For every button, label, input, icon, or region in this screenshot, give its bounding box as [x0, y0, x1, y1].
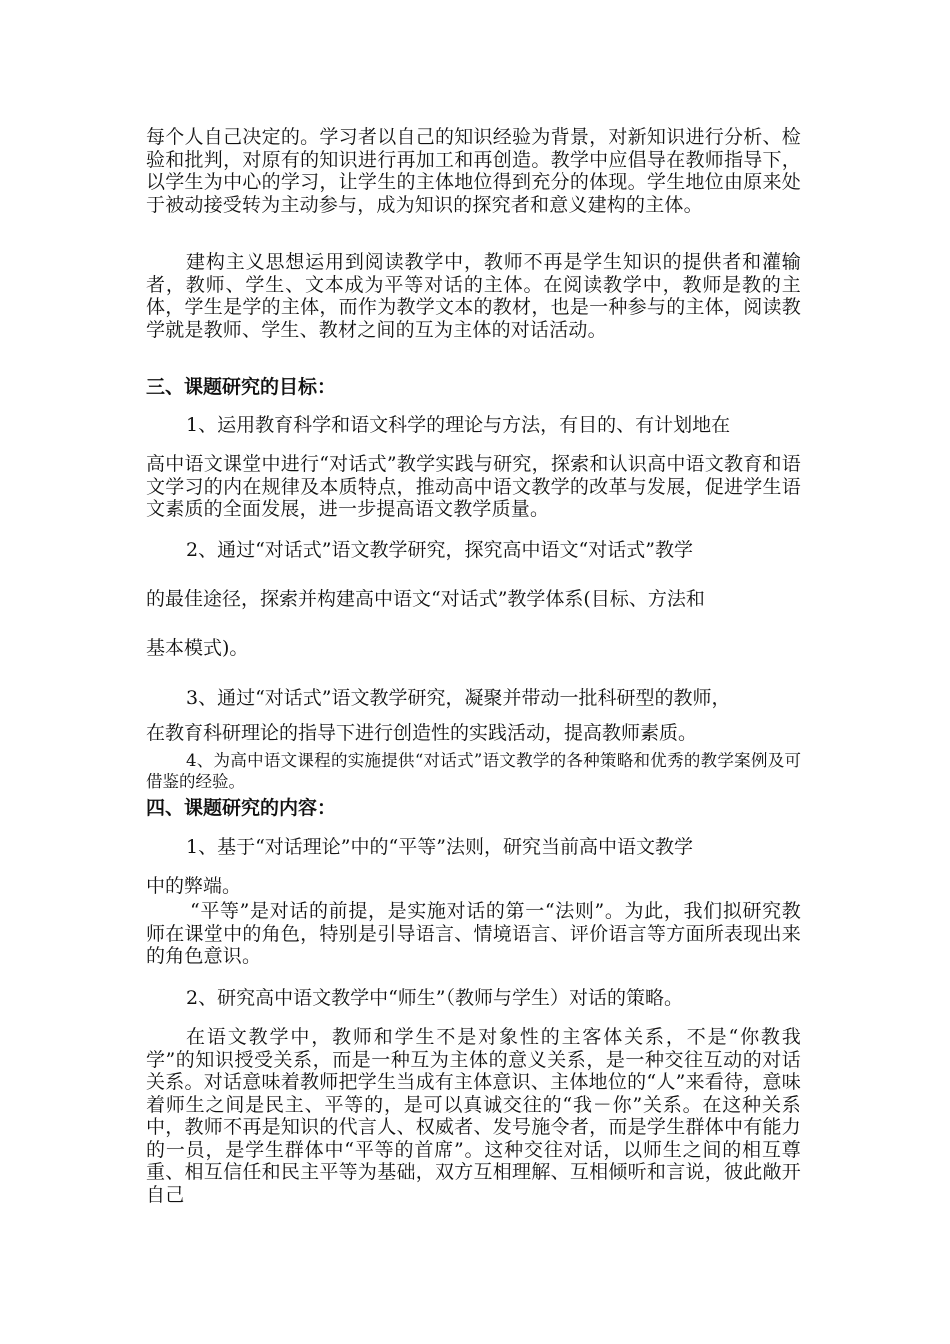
paragraph-constructivism-reading: 建构主义思想运用到阅读教学中，教师不再是学生知识的提供者和灌输者，教师、学生、文本成为平等对话的主体。在阅读教学中，教师是教的主体，学生是学的主体，而作为教学文本的教材，也是一种参与的主体，阅读教学就是教师、学生、教材之间的互为主体的对话活动。 — [146, 251, 801, 341]
goal-3-line-2: 在教育科研理论的指导下进行创造性的实践活动，提高教师素质。 — [146, 722, 698, 744]
goal-2-line-2: 的最佳途径，探索并构建高中语文“对话式”教学体系(目标、方法和 — [146, 588, 705, 610]
goal-2-line-3: 基本模式)。 — [146, 637, 249, 659]
goal-2-line-1: 2、通过“对话式”语文教学研究，探究高中语文“对话式”教学 — [186, 539, 693, 561]
goal-3-line-1: 3、通过“对话式”语文教学研究，凝聚并带动一批科研型的教师， — [186, 687, 731, 709]
goal-1-first-line: 1、运用教育科学和语文科学的理论与方法，有目的、有计划地在 — [186, 414, 731, 436]
content-1-line-2: 中的弊端。 — [146, 875, 242, 897]
content-1-line-1: 1、基于“对话理论”中的“平等”法则，研究当前高中语文教学 — [186, 836, 693, 858]
goal-4: 4、为高中语文课程的实施提供“对话式”语文教学的各种策略和优秀的教学案例及可借鉴的经验。 — [146, 751, 801, 791]
goal-1-body: 高中语文课堂中进行“对话式”教学实践与研究，探索和认识高中语文教育和语文学习的内在规律及本质特点，推动高中语文教学的改革与发展，促进学生语文素质的全面发展，进一步提高语文教学质量。 — [146, 453, 801, 520]
section-heading-content: 四、课题研究的内容： — [146, 797, 337, 819]
section-heading-goals: 三、课题研究的目标： — [146, 376, 337, 398]
paragraph-constructivism-learner: 每个人自己决定的。学习者以自己的知识经验为背景，对新知识进行分析、检验和批判，对原有的知识进行再加工和再创造。教学中应倡导在教师指导下，以学生为中心的学习，让学生的主体地位得到充分的体现。学生地位由原来处于被动接受转为主动参与，成为知识的探究者和意义建构的主体。 — [146, 126, 801, 216]
content-2-body: 在语文教学中，教师和学生不是对象性的主客体关系，不是“你教我学”的知识授受关系，而是一种互为主体的意义关系，是一种交往互动的对话关系。对话意味着教师把学生当成有主体意识、主体地位的“人”来看待，意味着师生之间是民主、平等的，是可以真诚交往的“我－你”关系。在这种关系中，教师不再是知识的代言人、权威者、发号施令者，而是学生群体中有能力的一员，是学生群体中“平等的首席”。这种交往对话，以师生之间的相互尊重、相互信任和民主平等为基础，双方互相理解、互相倾听和言说，彼此敞开自己 — [146, 1026, 801, 1206]
content-1-body: “平等”是对话的前提，是实施对话的第一“法则”。为此，我们拟研究教师在课堂中的角色，特别是引导语言、情境语言、评价语言等方面所表现出来的角色意识。 — [146, 900, 801, 967]
content-2-title: 2、研究高中语文教学中“师生”（教师与学生）对话的策略。 — [186, 987, 684, 1009]
